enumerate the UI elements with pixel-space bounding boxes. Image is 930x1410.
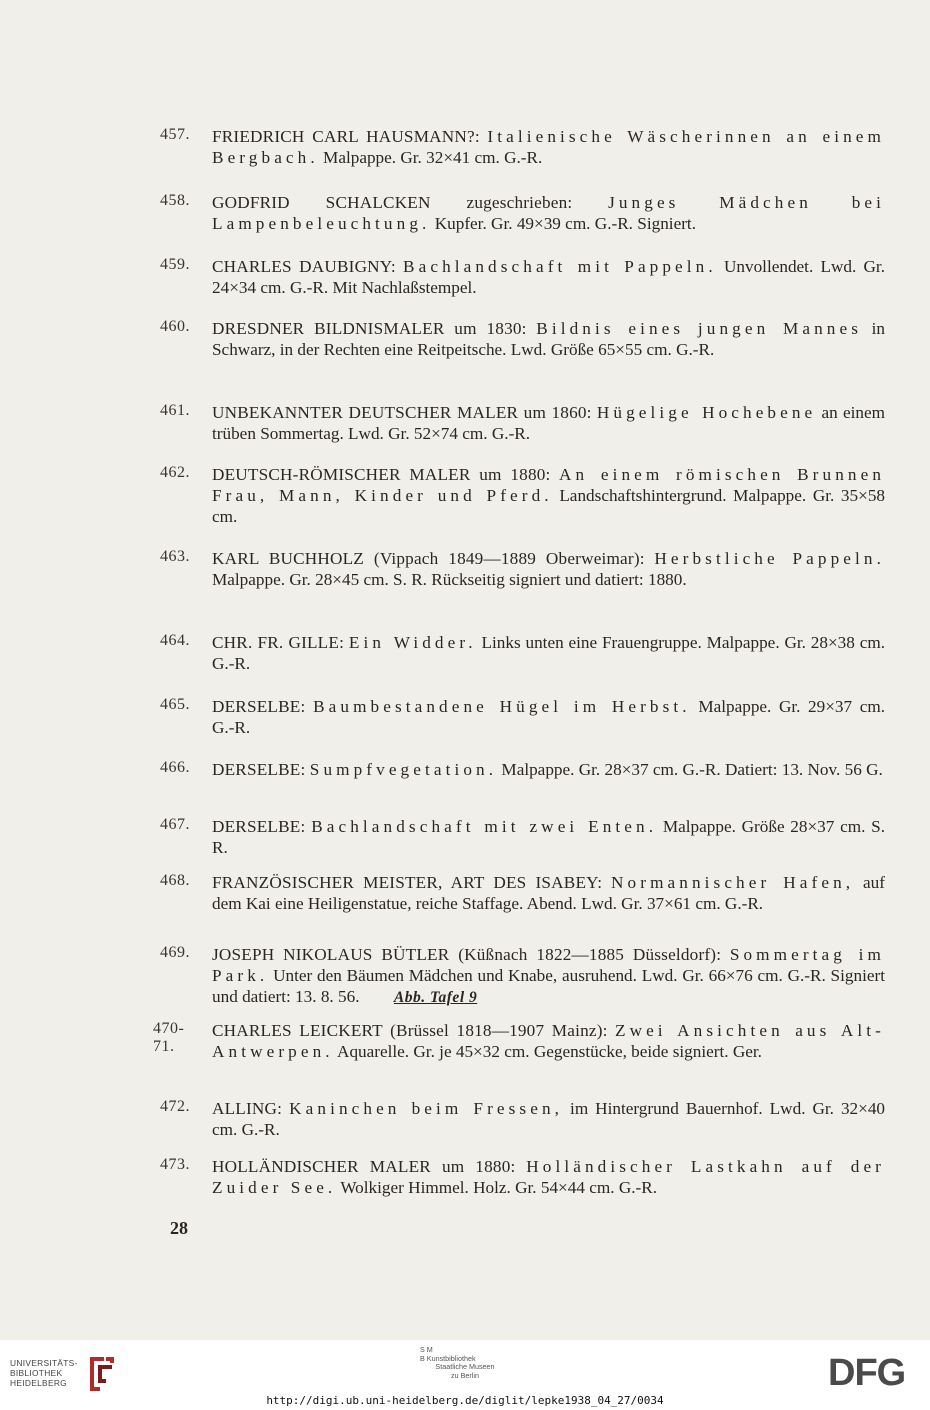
catalog-entry [153,1020,885,1062]
artwork-details: Kupfer. Gr. 49×39 cm. G.-R. Signiert. [434,214,696,233]
artwork-details: Links unten eine Frauengruppe. Malpappe. Gr. 28×38 cm. G.-R. [212,633,885,673]
artwork-title: Herbstliche Pappeln. [654,549,885,568]
artwork-title: Zwei Ansichten aus Alt-Antwerpen. [212,1021,885,1061]
artwork-title: Junges Mädchen bei Lampenbeleuchtung. [212,193,885,233]
entry-text [212,816,885,858]
artwork-details: Unter den Bäumen Mädchen und Knabe, ausruhend. Lwd. Gr. 66×76 cm. G.-R. Signiert und datiert: 13. 8. 56. [212,966,885,1006]
entry-text [212,944,885,1008]
artist-name: UNBEKANNTER DEUTSCHER MALER um 1860: [212,403,592,422]
artwork-title: Kaninchen beim Fressen, [289,1099,564,1118]
artwork-details: Aquarelle. Gr. je 45×32 cm. Gegenstücke, beide signiert. Ger. [337,1042,762,1061]
page-number: 28 [170,1218,188,1238]
artist-name: DERSELBE: [212,760,306,779]
artist-name: FRIEDRICH CARL HAUSMANN?: [212,127,480,146]
uni-line: HEIDELBERG [10,1378,67,1388]
entry-number: 459. [160,256,190,273]
library-stamp [420,1346,510,1380]
entry-number: 469. [160,944,190,961]
entry-text [212,696,885,738]
entry-number: 458. [160,192,190,209]
entry-text [212,256,885,298]
catalog-entry [160,402,885,444]
catalog-entry [160,256,885,298]
artwork-title: Holländischer Lastkahn auf der Zuider See. [212,1157,885,1197]
artist-name: CHR. FR. GILLE: [212,633,345,652]
entry-number: 473. [160,1156,190,1173]
entry-number: 464. [160,632,190,649]
entry-text [212,632,885,674]
artwork-details: an einem trüben Sommertag. Lwd. Gr. 52×74 cm. G.-R. [212,403,886,443]
artist-name: CHARLES LEICKERT (Brüssel 1818—1907 Mainz): [212,1021,608,1040]
artwork-details: in Schwarz, in der Rechten eine Reitpeitsche. Lwd. Größe 65×55 cm. G.-R. [212,319,885,359]
catalog-entry [160,696,885,738]
entry-text [212,1020,885,1062]
artwork-details: im Hintergrund Bauernhof. Lwd. Gr. 32×40 cm. G.-R. [212,1099,886,1139]
artwork-details: Landschaftshintergrund. Malpappe. Gr. 35×58 cm. [212,486,886,526]
catalog-entry [160,318,885,360]
entry-text [212,318,885,360]
source-url[interactable]: http://digi.ub.uni-heidelberg.de/diglit/lepke1938_04_27/0034 [266,1394,664,1407]
artist-name: GODFRID SCHALCKEN zugeschrieben: [212,193,573,212]
entry-text [212,1098,885,1140]
artwork-details: auf dem Kai eine Heiligenstatue, reiche Staffage. Abend. Lwd. Gr. 37×61 cm. G.-R. [212,873,885,913]
entry-number: 461. [160,402,190,419]
entry-number: 470-71. [153,1020,185,1055]
artist-name: DERSELBE: [212,817,306,836]
artwork-details: Malpappe. Gr. 28×37 cm. G.-R. Datiert: 13. Nov. 56 G. [501,760,883,779]
artwork-title: Italienische Wäscherinnen an einem Bergbach. [212,127,886,167]
uni-line: BIBLIOTHEK [10,1368,63,1378]
entry-text [212,126,885,168]
artist-name: DEUTSCH-RÖMISCHER MALER um 1880: [212,465,551,484]
entry-number: 463. [160,548,190,565]
artist-name: DERSELBE: [212,697,306,716]
artwork-title: Ein Widder. [348,633,477,652]
artwork-title: Normannischer Hafen, [611,873,855,892]
entry-number: 462. [160,464,190,481]
artist-name: CHARLES DAUBIGNY: [212,257,396,276]
dfg-logo: DFG [828,1352,906,1394]
catalog-entry [160,192,885,234]
plate-reference: Abb. Tafel 9 [393,989,478,1006]
artwork-title: Bachlandschaft mit zwei Enten. [311,817,658,836]
entry-text [212,464,885,527]
stamp-line: zu Berlin [451,1370,479,1380]
artwork-details: Malpappe. Gr. 28×45 cm. S. R. Rückseitig signiert und datiert: 1880. [212,570,687,589]
university-library-label [10,1358,90,1388]
university-logo-icon [84,1353,118,1395]
entry-number: 467. [160,816,190,833]
artwork-title: Bildnis eines jungen Mannes [536,319,862,338]
artwork-title: Sumpfvegetation. [309,760,498,779]
catalog-entry [160,872,885,914]
entry-number: 472. [160,1098,190,1115]
catalog-entry [160,126,885,168]
entry-text [212,402,885,444]
artwork-details: Malpappe. Größe 28×37 cm. S. R. [212,817,885,857]
entry-number: 468. [160,872,190,889]
artist-name: KARL BUCHHOLZ (Vippach 1849—1889 Oberweimar): [212,549,645,568]
artwork-title: Sommertag im Park. [212,945,885,985]
entry-text [212,872,885,914]
artwork-title: Baumbestandene Hügel im Herbst. [313,697,691,716]
uni-line: UNIVERSITÄTS- [10,1358,78,1368]
artist-name: DRESDNER BILDNISMALER um 1830: [212,319,527,338]
stamp-line: B Kunstbibliothek [420,1353,476,1363]
catalog-entry [160,1098,885,1140]
catalog-entry [160,944,885,1008]
artist-name: FRANZÖSISCHER MEISTER, ART DES ISABEY: [212,873,603,892]
artwork-details: Unvollendet. Lwd. Gr. 24×34 cm. G.-R. Mit Nachlaßstempel. [212,257,885,297]
entry-number: 457. [160,126,190,143]
catalog-entry [160,816,885,858]
artist-name: ALLING: [212,1099,283,1118]
catalog-entry [160,548,885,590]
catalog-entry [160,1156,885,1198]
artist-name: HOLLÄNDISCHER MALER um 1880: [212,1157,516,1176]
entry-text [212,192,885,234]
entry-text [212,759,885,780]
catalog-entry [160,759,885,780]
catalog-entry [160,464,885,527]
artwork-title: Bachlandschaft mit Pappeln. [403,257,717,276]
entry-number: 460. [160,318,190,335]
entry-number: 466. [160,759,190,776]
artwork-details: Malpappe. Gr. 29×37 cm. G.-R. [212,697,886,737]
stamp-line: Staatliche Museen [435,1362,495,1371]
artwork-title: Hügelige Hochebene [596,403,817,422]
entry-number: 465. [160,696,190,713]
stamp-line: S M [420,1345,433,1354]
entry-text [212,548,885,590]
catalog-entry [160,632,885,674]
artwork-details: Wolkiger Himmel. Holz. Gr. 54×44 cm. G.-R. [340,1178,658,1197]
entry-text [212,1156,885,1198]
artwork-details: Malpappe. Gr. 32×41 cm. G.-R. [323,148,543,167]
artist-name: JOSEPH NIKOLAUS BÜTLER (Küßnach 1822—1885 Düsseldorf): [212,945,722,964]
artwork-title: An einem römischen Brunnen Frau, Mann, Kinder und Pferd. [212,465,886,505]
